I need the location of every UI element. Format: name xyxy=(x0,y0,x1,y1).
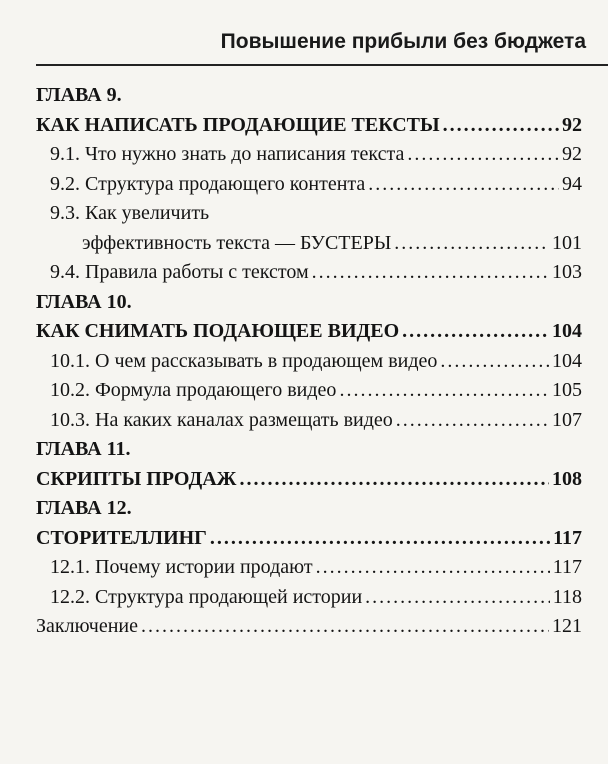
toc-entry xyxy=(36,586,582,616)
toc-entry xyxy=(36,438,582,468)
toc-entry xyxy=(36,320,582,350)
toc-entry-label: СТОРИТЕЛЛИНГ xyxy=(36,526,207,549)
toc-entry-label: эффективность текста — БУСТЕРЫ xyxy=(82,231,392,254)
toc-entry-label: СКРИПТЫ ПРОДАЖ xyxy=(36,467,237,490)
toc-entry xyxy=(36,615,582,645)
header-rule xyxy=(36,64,608,66)
toc-entry-label: 9.3. Как увеличить xyxy=(50,202,210,224)
toc-entry xyxy=(36,497,582,527)
toc-page-number: 94 xyxy=(562,172,582,195)
toc-page-number: 103 xyxy=(552,261,582,283)
toc-entry-label: ГЛАВА 10. xyxy=(36,290,132,313)
toc-entry-label: 10.1. О чем рассказывать в продающем видео xyxy=(50,349,438,372)
toc-entry-label: 9.1. Что нужно знать до написания текста xyxy=(50,143,405,165)
toc-entry-label: 9.2. Структура продающего контента xyxy=(50,172,366,195)
toc-page-number: 101 xyxy=(552,231,582,254)
toc-entry-label: 12.2. Структура продающей истории xyxy=(50,585,363,608)
toc-page-number: 118 xyxy=(552,585,582,608)
toc-leader-dots xyxy=(141,615,549,638)
toc-leader-dots xyxy=(312,261,549,284)
toc-page-number: 121 xyxy=(552,615,582,637)
toc-leader-dots xyxy=(210,527,550,550)
toc-entry-label: ГЛАВА 12. xyxy=(36,497,132,519)
toc-entry-label: 10.3. На каких каналах размещать видео xyxy=(50,408,393,431)
toc-leader-dots xyxy=(316,556,550,579)
toc-entry xyxy=(36,202,582,232)
toc-leader-dots xyxy=(239,468,549,491)
toc-leader-dots xyxy=(394,232,549,255)
toc-page-number: 117 xyxy=(553,526,582,549)
toc-entry xyxy=(36,291,582,321)
toc-leader-dots xyxy=(402,320,549,343)
toc-entry-label: 10.2. Формула продающего видео xyxy=(50,379,337,401)
toc-entry-label: ГЛАВА 11. xyxy=(36,438,131,460)
toc-entry xyxy=(36,143,582,173)
toc-entry xyxy=(36,261,582,291)
toc-entry xyxy=(36,350,582,380)
toc-entry xyxy=(36,114,582,144)
toc-entry-label: КАК СНИМАТЬ ПОДАЮЩЕЕ ВИДЕО xyxy=(36,320,400,342)
toc-page-number: 92 xyxy=(562,143,582,165)
toc-entry-label: Заключение xyxy=(36,615,138,637)
toc-leader-dots xyxy=(365,586,550,609)
toc-leader-dots xyxy=(440,350,549,373)
toc-entry xyxy=(36,84,582,114)
toc-entry xyxy=(36,173,582,203)
toc-entry xyxy=(36,527,582,557)
toc-entry xyxy=(36,409,582,439)
toc-entry xyxy=(36,468,582,498)
toc-entry-label: ГЛАВА 9. xyxy=(36,84,122,106)
toc-page-number: 104 xyxy=(552,349,582,372)
toc-page-number: 104 xyxy=(552,320,582,342)
toc-entry-label: КАК НАПИСАТЬ ПРОДАЮЩИЕ ТЕКСТЫ xyxy=(36,113,440,136)
toc-page-number: 108 xyxy=(552,467,582,490)
toc-entry-label: 9.4. Правила работы с текстом xyxy=(50,261,309,283)
running-head: Повышение прибыли без бюджета xyxy=(220,30,586,53)
toc-entry-label: 12.1. Почему истории продают xyxy=(50,556,313,578)
toc-page-number: 117 xyxy=(552,556,582,578)
toc-leader-dots xyxy=(396,409,549,432)
toc-leader-dots xyxy=(407,143,559,166)
table-of-contents xyxy=(36,84,582,645)
toc-leader-dots xyxy=(368,173,559,196)
toc-leader-dots xyxy=(443,114,559,137)
toc-leader-dots xyxy=(339,379,549,402)
toc-page-number: 92 xyxy=(562,113,582,136)
toc-page-number: 105 xyxy=(552,379,582,401)
toc-entry xyxy=(36,232,582,262)
toc-entry xyxy=(36,556,582,586)
toc-page-number: 107 xyxy=(552,408,582,431)
toc-entry xyxy=(36,379,582,409)
